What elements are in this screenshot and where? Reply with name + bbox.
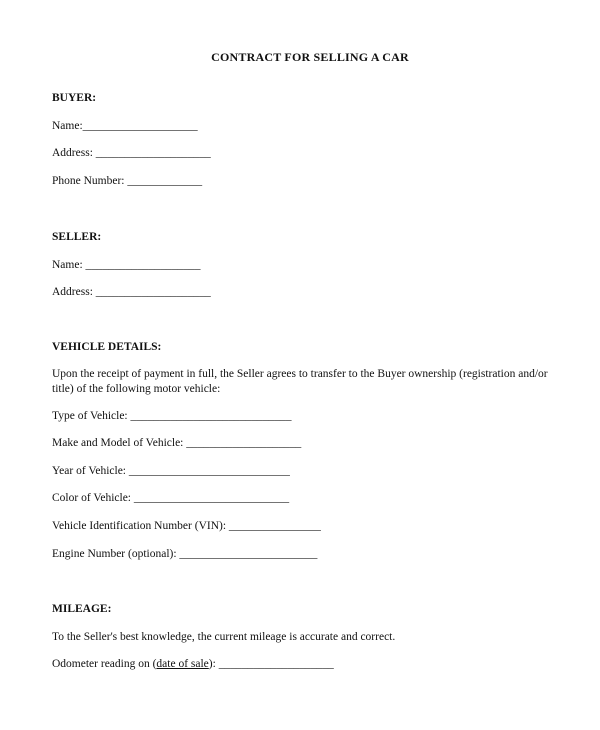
seller-address-field: Address: ____________________ xyxy=(52,286,211,298)
mileage-statement: To the Seller's best knowledge, the current mileage is accurate and correct. xyxy=(52,631,396,643)
odometer-reading-field xyxy=(52,658,334,670)
vehicle-intro-paragraph: Upon the receipt of payment in full, the Seller agrees to transfer to the Buyer ownership (registration and/or title) of the following motor vehicle: xyxy=(52,368,548,395)
date-of-sale-link[interactable]: date of sale xyxy=(156,658,209,670)
buyer-name-field: Name:____________________ xyxy=(52,120,198,132)
vehicle-details-heading: VEHICLE DETAILS: xyxy=(52,341,162,353)
vehicle-year-field: Year of Vehicle: ____________________________ xyxy=(52,465,290,477)
odometer-prefix: Odometer reading on ( xyxy=(52,658,157,670)
document-title: CONTRACT FOR SELLING A CAR xyxy=(211,50,409,64)
vehicle-vin-field: Vehicle Identification Number (VIN): ________________ xyxy=(52,520,321,532)
vehicle-color-field: Color of Vehicle: ___________________________ xyxy=(52,492,290,504)
odometer-suffix: ): ____________________ xyxy=(208,658,334,670)
mileage-heading: MILEAGE: xyxy=(52,603,112,615)
vehicle-type-field: Type of Vehicle: ____________________________ xyxy=(52,410,292,422)
vehicle-make-model-field: Make and Model of Vehicle: ____________________ xyxy=(52,437,302,449)
seller-name-field: Name: ____________________ xyxy=(52,259,201,271)
buyer-phone-field: Phone Number: _____________ xyxy=(52,175,203,187)
seller-heading: SELLER: xyxy=(52,231,102,243)
buyer-heading: BUYER: xyxy=(52,92,97,104)
buyer-address-field: Address: ____________________ xyxy=(52,147,211,159)
vehicle-engine-field: Engine Number (optional): ________________________ xyxy=(52,548,318,560)
